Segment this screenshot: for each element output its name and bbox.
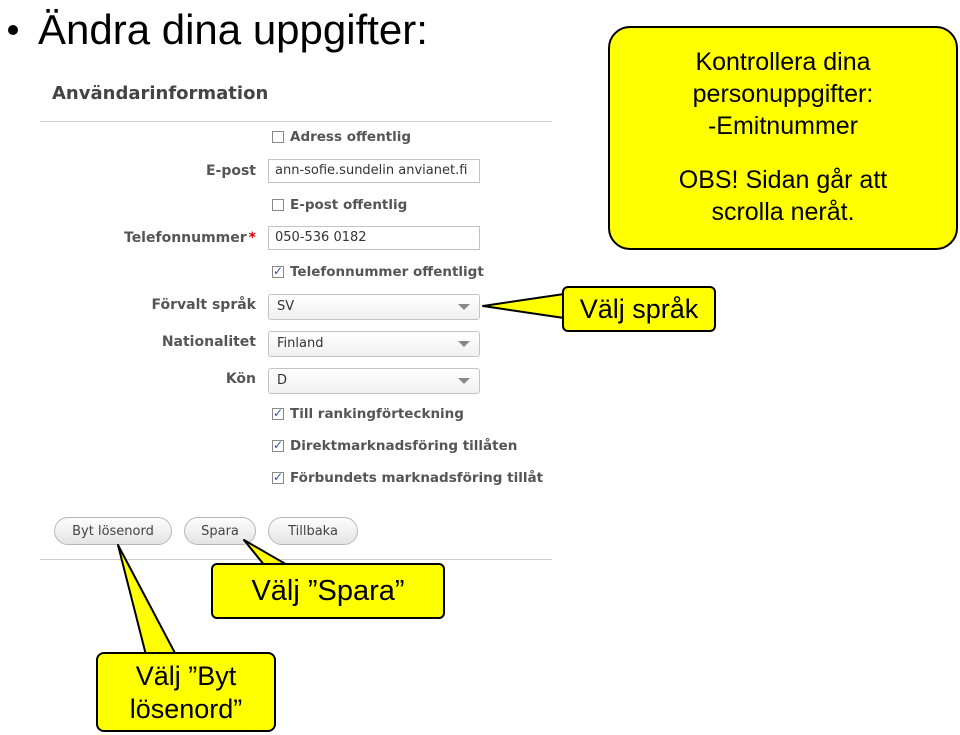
- gender-label: Kön: [225, 371, 256, 387]
- choose-save-callout: Välj ”Spara”: [211, 563, 445, 619]
- gender-value: D: [277, 373, 288, 388]
- language-callout-pointer: [483, 294, 564, 318]
- choose-change-password-callout: [96, 652, 276, 732]
- save-button[interactable]: Spara: [184, 517, 256, 545]
- language-label: Förvalt språk: [151, 297, 256, 313]
- section-title: Användarinformation: [52, 83, 269, 104]
- callout-text: personuppgifter:: [692, 80, 874, 108]
- checkbox-label: Direktmarknadsföring tillåten: [290, 438, 518, 454]
- change-password-callout-pointer: [118, 545, 176, 655]
- checkbox-label: Telefonnummer offentligt: [290, 264, 484, 280]
- slide-title-text: Ändra dina uppgifter:: [38, 6, 428, 53]
- choose-language-callout: Välj språk: [562, 286, 716, 332]
- checkbox-label: Förbundets marknadsföring tillåt: [290, 470, 544, 486]
- phone-label-text: Telefonnummer: [124, 230, 247, 246]
- email-field[interactable]: ann-sofie.sundelin anvianet.fi: [268, 159, 480, 183]
- required-mark: *: [248, 230, 256, 246]
- callout-spacer: [610, 142, 956, 164]
- back-button[interactable]: Tillbaka: [268, 517, 358, 545]
- language-value: SV: [277, 299, 295, 314]
- callout-text: Kontrollera dina: [695, 48, 871, 76]
- checkbox-label: E-post offentlig: [290, 197, 408, 213]
- callout-text: -Emitnummer: [707, 112, 858, 140]
- checkbox-label: Till rankingförteckning: [290, 406, 464, 422]
- callout-text: Välj ”Byt: [135, 661, 237, 691]
- callout-text: lösenord”: [129, 694, 243, 724]
- email-label: E-post: [205, 163, 256, 179]
- nationality-value: Finland: [277, 336, 324, 351]
- callout-text: scrolla neråt.: [711, 198, 855, 226]
- phone-field[interactable]: 050-536 0182: [268, 226, 480, 250]
- callout-text: OBS! Sidan går att: [678, 166, 888, 194]
- nationality-label: Nationalitet: [161, 334, 256, 350]
- change-password-button[interactable]: Byt lösenord: [54, 517, 172, 545]
- checkbox-label: Adress offentlig: [290, 129, 412, 145]
- instructions-callout: [608, 26, 958, 250]
